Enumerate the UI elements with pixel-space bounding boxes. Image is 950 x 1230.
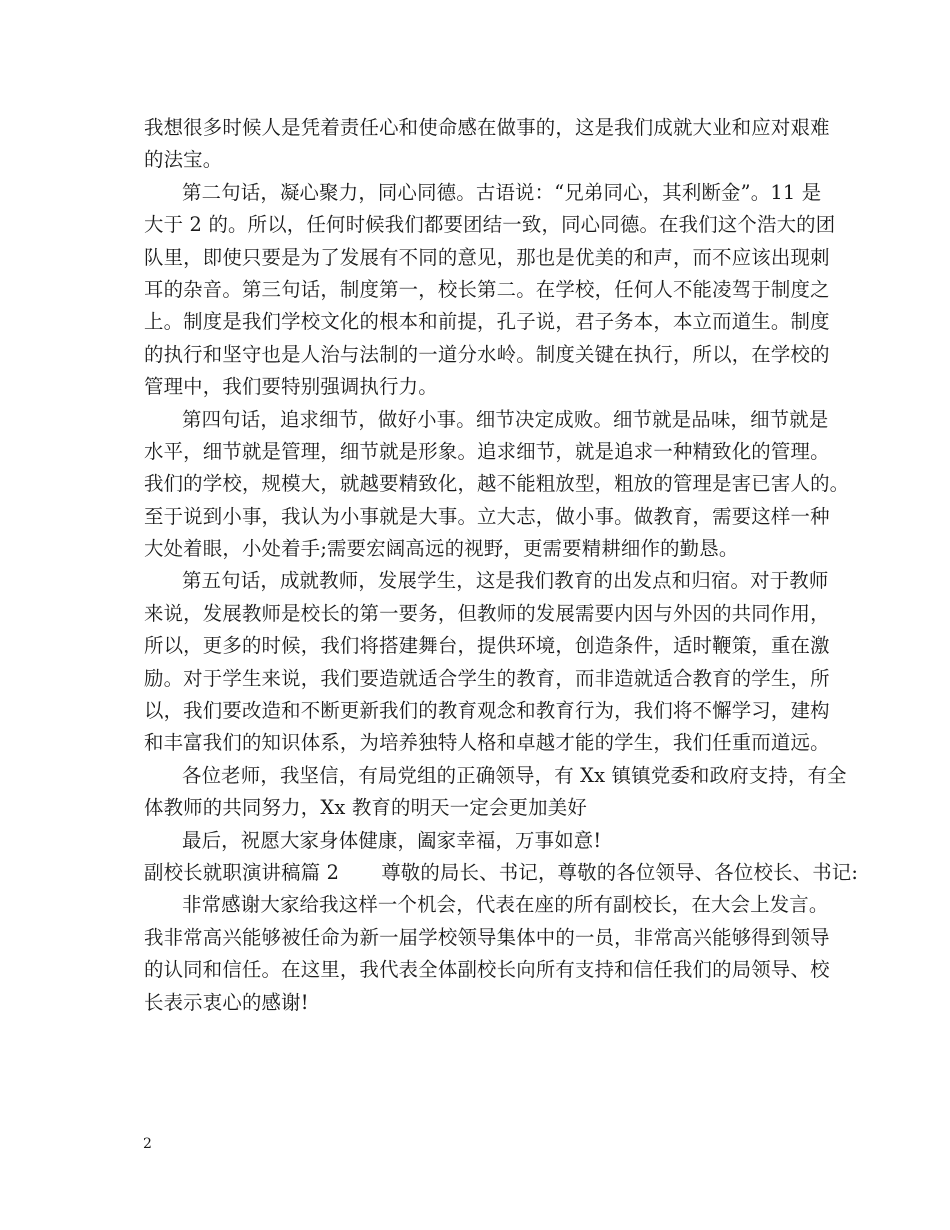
text-line: 长表示衷心的感谢! (144, 990, 309, 1014)
text-line: 和丰富我们的知识体系，为培养独特人格和卓越才能的学生，我们任重而道远。 (144, 731, 830, 755)
paragraph-start-line: 最后，祝愿大家身体健康，阖家幸福，万事如意! (182, 828, 602, 852)
text-line: 所以，更多的时候，我们将搭建舞台，提供环境，创造条件，适时鞭策，重在激 (144, 634, 830, 658)
greeting: 尊敬的局长、书记，尊敬的各位领导、各位校长、书记: (381, 860, 859, 884)
section-heading-line (144, 857, 859, 889)
text-line: 我想很多时候人是凭着责任心和使命感在做事的，这是我们成就大业和应对艰难 (144, 116, 830, 139)
text-line: 大处着眼，小处着手;需要宏阔高远的视野，更需要精耕细作的勤恳。 (144, 537, 739, 561)
text-line: 管理中，我们要特别强调执行力。 (144, 375, 438, 399)
text-line: 的执行和坚守也是人治与法制的一道分水岭。制度关键在执行，所以，在学校的 (144, 342, 830, 366)
paragraph-start-line: 非常感谢大家给我这样一个机会，代表在座的所有副校长，在大会上发言。 (182, 893, 829, 917)
text-line: 励。对于学生来说，我们要造就适合学生的教育，而非造就适合教育的学生，所 (144, 666, 830, 690)
text-line: 耳的杂音。第三句话，制度第一，校长第二。在学校，任何人不能凌驾于制度之 (144, 277, 830, 301)
section-title: 副校长就职演讲稿篇 2 (144, 860, 340, 884)
paragraph-start-line: 第四句话，追求细节，做好小事。细节决定成败。细节就是品味，细节就是 (182, 407, 829, 431)
text-line: 的法宝。 (144, 148, 223, 172)
text-line: 体教师的共同努力，Xx 教育的明天一定会更加美好 (144, 796, 587, 820)
text-line: 以，我们要改造和不断更新我们的教育观念和教育行为，我们将不懈学习，建构 (144, 699, 830, 723)
document-body (144, 112, 859, 1019)
text-line: 队里，即使只要是为了发展有不同的意见，那也是优美的和声，而不应该出现刺 (144, 245, 830, 269)
paragraph-start-line: 第五句话，成就教师，发展学生，这是我们教育的出发点和归宿。对于教师 (182, 569, 829, 593)
text-line: 至于说到小事，我认为小事就是大事。立大志，做小事。做教育，需要这样一种 (144, 504, 830, 528)
paragraph-start-line: 第二句话，凝心聚力，同心同德。古语说：“兄弟同心，其利断金”。11 是 (182, 180, 822, 204)
text-line: 我非常高兴能够被任命为新一届学校领导集体中的一员，非常高兴能够得到领导 (144, 925, 830, 949)
text-line: 来说，发展教师是校长的第一要务，但教师的发展需要内因与外因的共同作用， (144, 601, 830, 625)
text-line: 水平，细节就是管理，细节就是形象。追求细节，就是追求一种精致化的管理。 (144, 439, 830, 463)
text-line: 的认同和信任。在这里，我代表全体副校长向所有支持和信任我们的局领导、校 (144, 958, 830, 982)
page-number: 2 (143, 1136, 152, 1152)
paragraph-start-line: 各位老师，我坚信，有局党组的正确领导，有 Xx 镇镇党委和政府支持，有全 (182, 763, 847, 787)
text-line: 大于 2 的。所以，任何时候我们都要团结一致，同心同德。在我们这个浩大的团 (144, 213, 836, 237)
text-line: 我们的学校，规模大，就越要精致化，越不能粗放型，粗放的管理是害已害人的。 (144, 472, 850, 496)
text-line: 上。制度是我们学校文化的根本和前提，孔子说，君子务本，本立而道生。制度 (144, 310, 830, 334)
